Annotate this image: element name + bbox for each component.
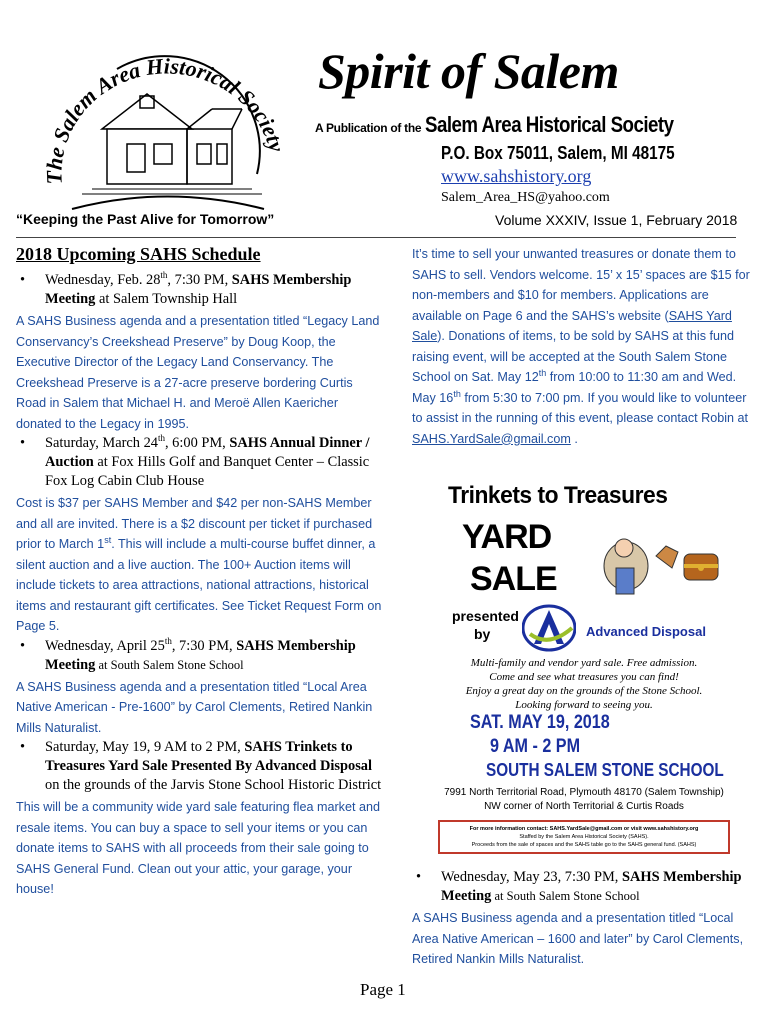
flyer-sponsor: Advanced Disposal — [586, 624, 706, 639]
yard-sale-column — [412, 244, 752, 449]
masthead-title: Spirit of Salem — [318, 43, 619, 99]
event-mar-24: • Saturday, March 24th, 6:00 PM, SAHS Annual Dinner / Auction at Fox Hills Golf and Banquet Center – Classic Fox Log Cabin Club House — [16, 434, 386, 491]
page-number: Page 1 — [360, 980, 406, 999]
flyer-yard: YARD — [462, 518, 552, 556]
flyer-info-box: For more information contact: SAHS.YardSale@gmail.com or visit www.sahshistory.org Staffed by the Salem Area Historical Society (SAHS). Proceeds from the sale of spaces and the SAHS table go to the SAHS general fund. (SAHS) — [438, 820, 730, 854]
flyer-tagline: Multi-family and vendor yard sale. Free admission. Come and see what treasures you can find! Enjoy a great day on the grounds of the Stone School. Looking forward to seeing you. — [465, 657, 703, 711]
event-may-19-description: This will be a community wide yard sale featuring flea market and resale items. You can buy a space to sell your items or you can donate items to SAHS with all proceeds from their sale going to SAHS General Fund. Clean out your attic, your garage, your house! — [16, 800, 380, 896]
event-may-23-description: A SAHS Business agenda and a presentation titled “Local Area Native American – 1600 and later” by Carol Clements, Retired Nankin Mills Naturalist. — [412, 911, 744, 966]
yard-sale-email-link[interactable]: SAHS.YardSale@gmail.com — [412, 431, 571, 446]
header-divider — [16, 237, 736, 238]
event-apr-25: • Wednesday, April 25th, 7:30 PM, SAHS Membership Meeting at South Salem Stone School — [16, 637, 386, 675]
publication-prefix: A Publication of the — [315, 121, 422, 135]
volume-issue: Volume XXXIV, Issue 1, February 2018 — [495, 212, 738, 228]
yard-sale-link[interactable]: SAHS Yard Sale — [412, 308, 732, 343]
event-apr-25-description: A SAHS Business agenda and a presentation titled “Local Area Native American - Pre-1600” by Carol Clements, Retired Nankin Mills Naturalist. — [16, 679, 373, 735]
advanced-disposal-logo-icon — [522, 604, 576, 657]
flyer-time: 9 AM - 2 PM — [490, 736, 581, 757]
flyer-date: SAT. MAY 19, 2018 — [470, 712, 610, 733]
flyer-sale: SALE — [470, 560, 557, 598]
mailing-address: P.O. Box 75011, Salem, MI 48175 — [441, 143, 675, 163]
org-name: Salem Area Historical Society — [425, 112, 674, 137]
yard-sale-description: It’s time to sell your unwanted treasures or donate them to SAHS to sell. Vendors welcome. 15’ x 15’ spaces are $15 for non-members and $10 for members. Applications are available on Page 6 and the SAHS’s website (SAHS Yard Sale). Donations of items, to be sold by SAHS at this fund raising event, will be accepted at the South Salem Stone School on Sat. May 12th from 10:00 to 11:30 am and Wed. May 16th from 5:30 to 7:00 pm. If you would like to volunteer to assist in the running of this event, please contact Robin at SAHS.YardSale@gmail.com . — [412, 247, 750, 446]
flyer-address: 7991 North Territorial Road, Plymouth 48170 (Salem Township) NW corner of North Territorial & Curtis Roads — [444, 787, 724, 812]
flyer-presented: presented — [452, 608, 519, 624]
logo-arc-text: The Salem Area Historical Society — [41, 53, 290, 185]
event-mar-24-description: Cost is $37 per SAHS Member and $42 per non-SAHS Member and all are invited. There is a $2 discount per ticket if purchased prior to March 1st. This will include a multi-course buffet dinner, a silent auction and a live auction. The 100+ Auction items will include tickets to area attractions, national attractions, historical items and restaurant gift certificates. See Ticket Request Form on Page 5. — [16, 496, 382, 633]
event-may-19: • Saturday, May 19, 9 AM to 2 PM, SAHS Trinkets to Treasures Yard Sale Presented By Advanced Disposal on the grounds of the Jarvis Stone School Historic District — [16, 738, 386, 795]
website-link[interactable]: www.sahshistory.org — [441, 166, 592, 186]
event-may-23: • Wednesday, May 23, 7:30 PM, SAHS Membership Meeting at South Salem Stone School — [412, 868, 752, 906]
society-logo — [32, 34, 298, 224]
schedule-title: 2018 Upcoming SAHS Schedule — [16, 244, 261, 264]
event-feb-28-description: A SAHS Business agenda and a presentation titled “Legacy Land Conservancy’s Creekshead Preserve” by Doug Koop, the Executive Director of the Legacy Land Conservancy. The Creekshead Preserve is a 27-acre preserve bordering Curtis Road in Salem that Michael H. and Meroë Allen Kaericher donated to the Legacy in 1995. — [16, 314, 380, 431]
may-23-section — [412, 868, 752, 970]
motto: “Keeping the Past Alive for Tomorrow” — [16, 211, 275, 227]
publication-line — [315, 112, 718, 138]
schedule-column — [16, 244, 386, 900]
event-feb-28: • Wednesday, Feb. 28th, 7:30 PM, SAHS Membership Meeting at Salem Township Hall — [16, 271, 386, 309]
contact-email: Salem_Area_HS@yahoo.com — [441, 190, 610, 205]
flyer-by: by — [474, 626, 491, 642]
flyer-title: Trinkets to Treasures — [448, 482, 668, 509]
treasure-clipart — [586, 526, 726, 611]
yard-sale-flyer — [436, 476, 732, 860]
flyer-venue: SOUTH SALEM STONE SCHOOL — [486, 760, 724, 780]
